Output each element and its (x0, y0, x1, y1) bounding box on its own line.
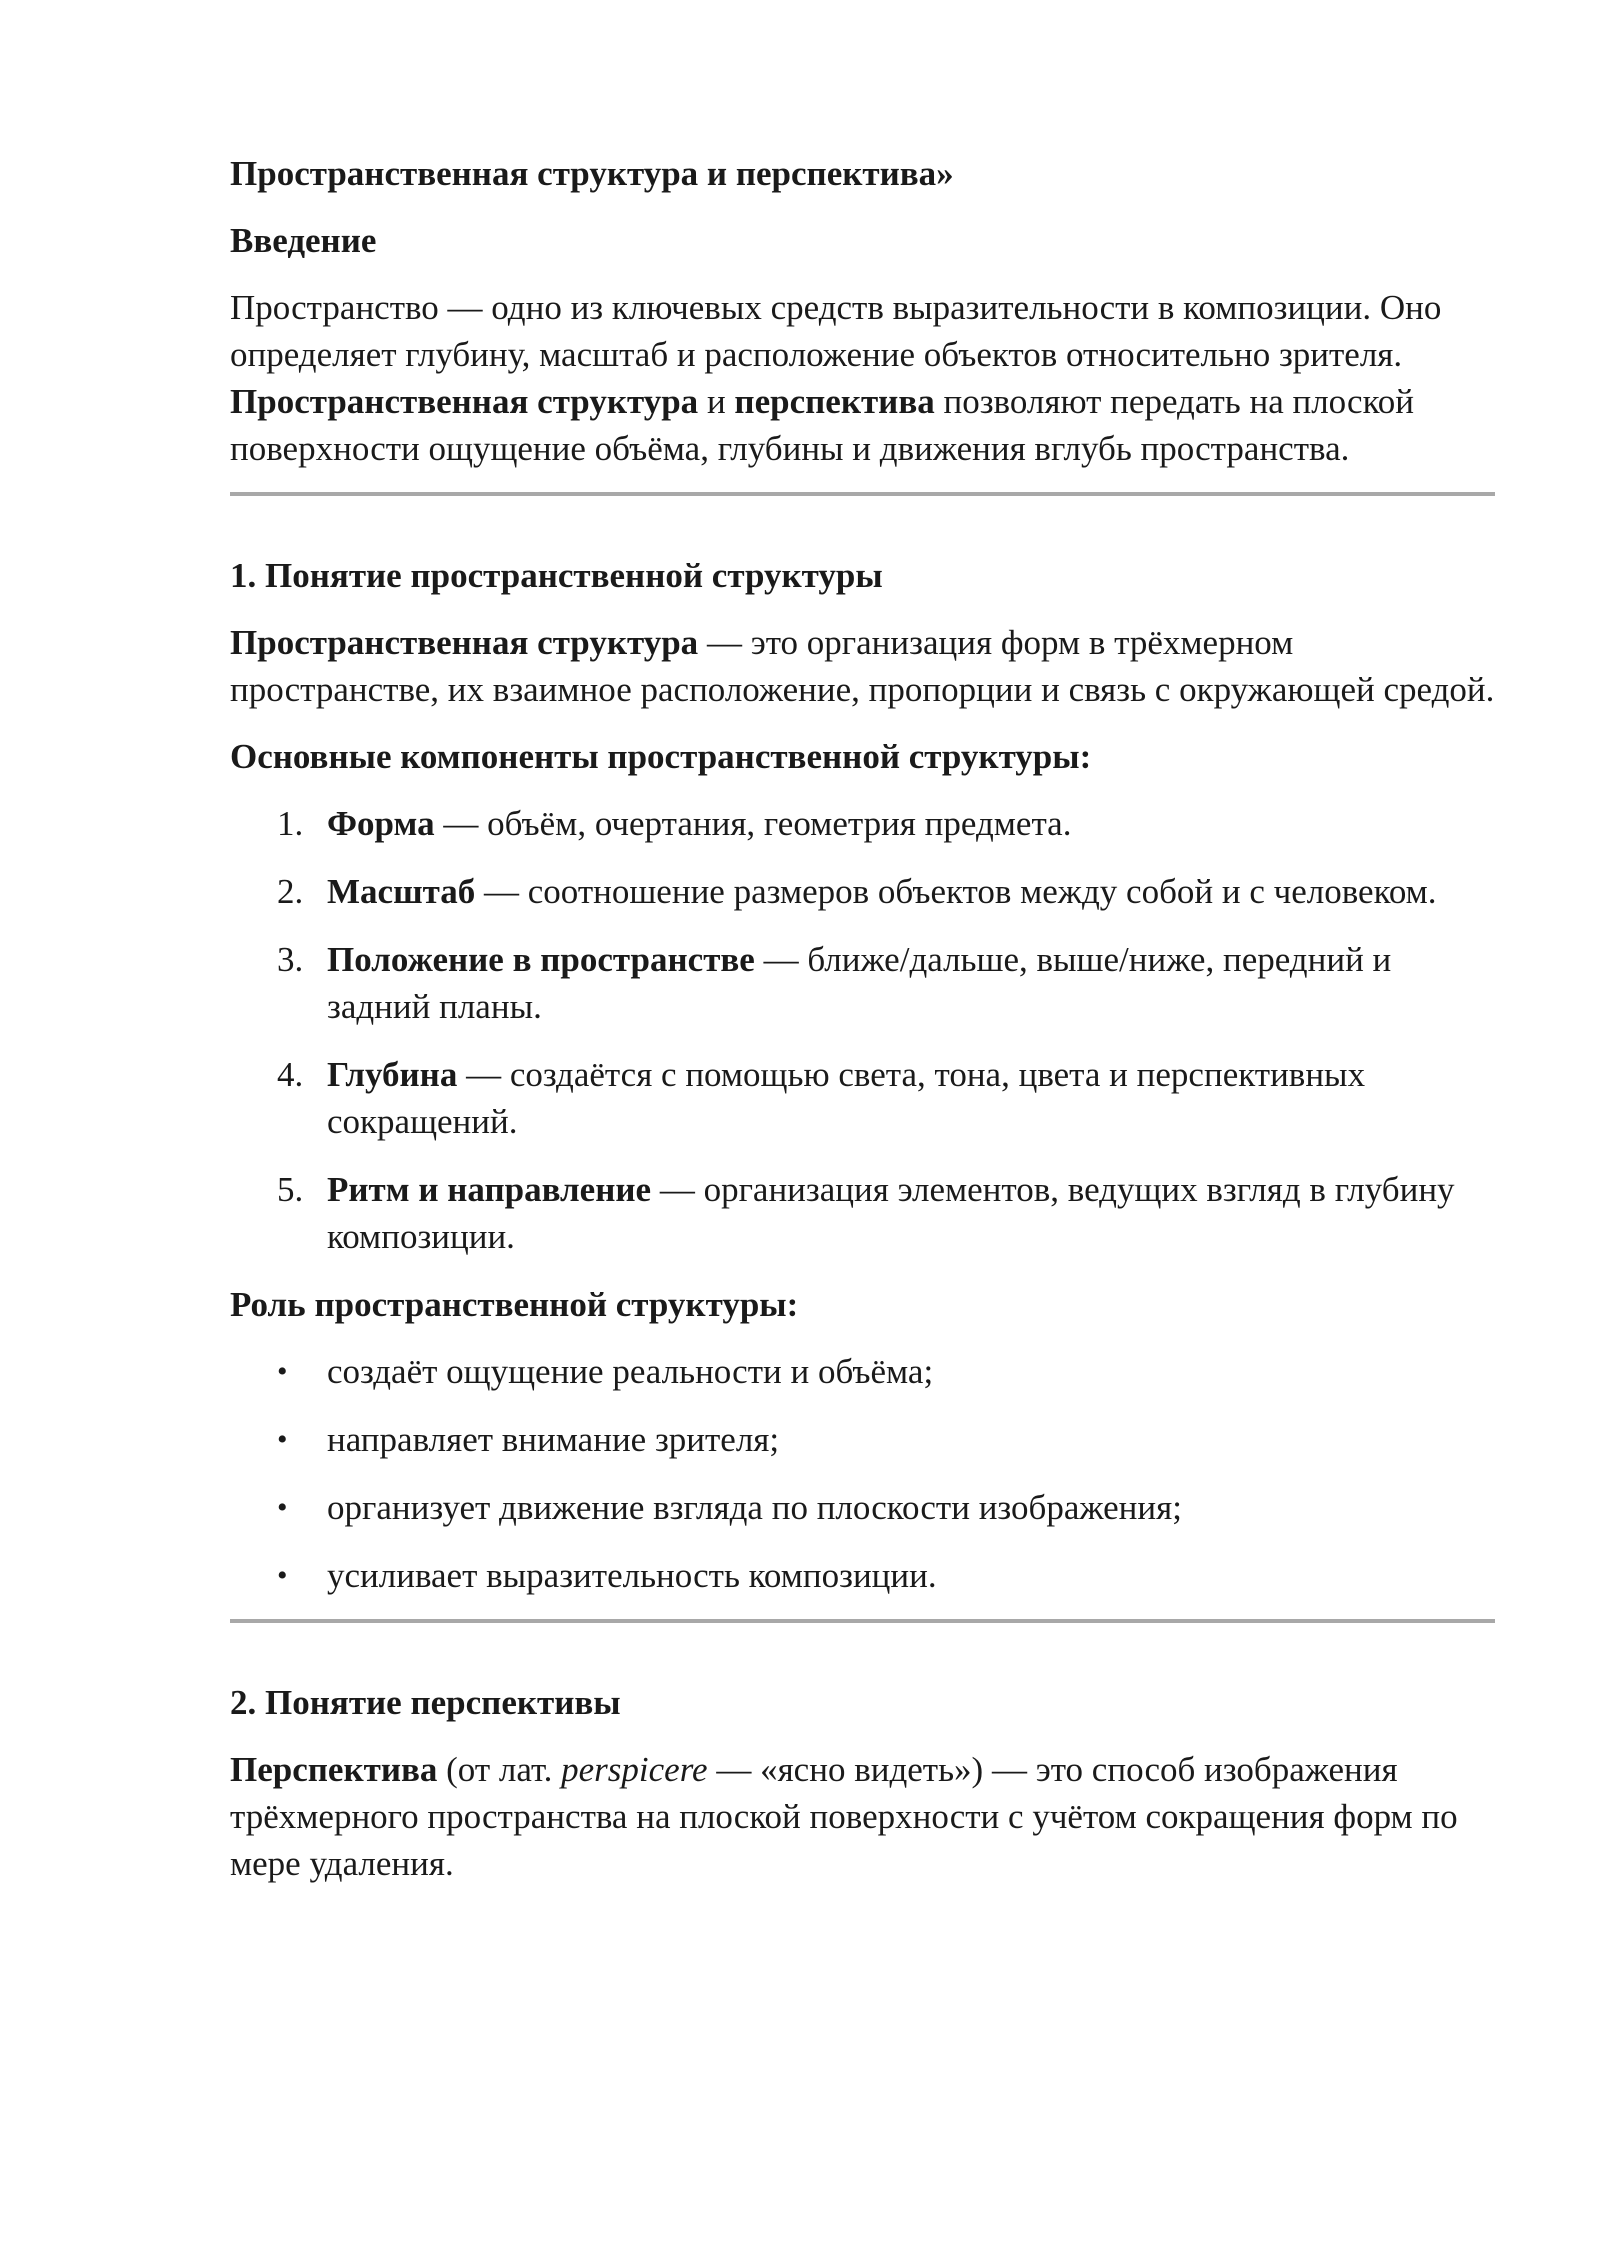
list-item (230, 868, 1495, 915)
bullet-icon: • (277, 1559, 288, 1592)
list-item (230, 1051, 1495, 1145)
intro-paragraph-1: Пространство — одно из ключевых средств выразительности в композиции. Оно определяет глубину, масштаб и расположение объектов относительно зрителя. (230, 288, 1442, 374)
role-list (230, 1348, 1495, 1599)
intro-term-structure: Пространственная структура (230, 382, 699, 421)
list-item-term: Ритм и направление (327, 1170, 652, 1209)
list-item-text: усиливает выразительность композиции. (327, 1556, 937, 1595)
list-item-number: 3. (277, 940, 304, 979)
role-heading: Роль пространственной структуры: (230, 1285, 799, 1324)
intro-conjunction: и (698, 382, 735, 421)
list-item-number: 2. (277, 872, 304, 911)
list-item-text: — создаётся с помощью света, тона, цвета и перспективных сокращений. (327, 1055, 1366, 1141)
list-item-number: 5. (277, 1170, 304, 1209)
section-1-definition-text: — это организация форм в трёхмерном пространстве, их взаимное расположение, пропорции и связь с окружающей средой. (230, 623, 1495, 709)
intro-term-perspective: перспектива (734, 382, 935, 421)
intro-heading: Введение (230, 221, 377, 260)
list-item (230, 1416, 1495, 1463)
latin-word: perspicere (561, 1750, 708, 1789)
list-item-text: — ближе/дальше, выше/ниже, передний и задний планы. (327, 940, 1392, 1026)
intro-paragraph-2-text: позволяют передать на плоской поверхности ощущение объёма, глубины и движения вглубь пространства. (230, 382, 1415, 468)
list-item (230, 800, 1495, 847)
bullet-icon: • (277, 1423, 288, 1456)
list-item (230, 936, 1495, 1030)
bullet-icon: • (277, 1355, 288, 1388)
section-1-term: Пространственная структура (230, 623, 699, 662)
list-item-text: создаёт ощущение реальности и объёма; (327, 1352, 934, 1391)
components-list (230, 800, 1495, 1260)
list-item-text: — организация элементов, ведущих взгляд в глубину композиции. (327, 1170, 1455, 1256)
list-item-text: организует движение взгляда по плоскости изображения; (327, 1488, 1182, 1527)
list-item-number: 4. (277, 1055, 304, 1094)
section-2-definition (230, 1746, 1495, 1887)
section-1-definition (230, 619, 1495, 713)
bullet-icon: • (277, 1491, 288, 1524)
list-item-term: Форма (327, 804, 435, 843)
intro-paragraph-2 (230, 378, 1495, 472)
section-2-heading: 2. Понятие перспективы (230, 1683, 621, 1722)
list-item (230, 1552, 1495, 1599)
section-1-heading: 1. Понятие пространственной структуры (230, 556, 883, 595)
list-item (230, 1166, 1495, 1260)
components-heading: Основные компоненты пространственной структуры: (230, 737, 1092, 776)
list-item-term: Положение в пространстве (327, 940, 755, 979)
list-item (230, 1348, 1495, 1395)
divider-2 (230, 1619, 1495, 1623)
document-title: Пространственная структура и перспектива» (230, 154, 954, 193)
list-item-number: 1. (277, 804, 304, 843)
list-item-text: — объём, очертания, геометрия предмета. (434, 804, 1072, 843)
list-item-text: направляет внимание зрителя; (327, 1420, 780, 1459)
list-item-term: Глубина (327, 1055, 458, 1094)
list-item-text: — соотношение размеров объектов между собой и с человеком. (475, 872, 1437, 911)
list-item-term: Масштаб (327, 872, 476, 911)
divider-1 (230, 492, 1495, 496)
section-2-term: Перспектива (230, 1750, 438, 1789)
section-2-definition-part-1: (от лат. (437, 1750, 562, 1789)
document-page (230, 150, 1495, 1887)
section-2-definition-part-2: — «ясно видеть») — это способ изображения трёхмерного пространства на плоской поверхности с учётом сокращения форм по мере удаления. (230, 1750, 1458, 1883)
list-item (230, 1484, 1495, 1531)
